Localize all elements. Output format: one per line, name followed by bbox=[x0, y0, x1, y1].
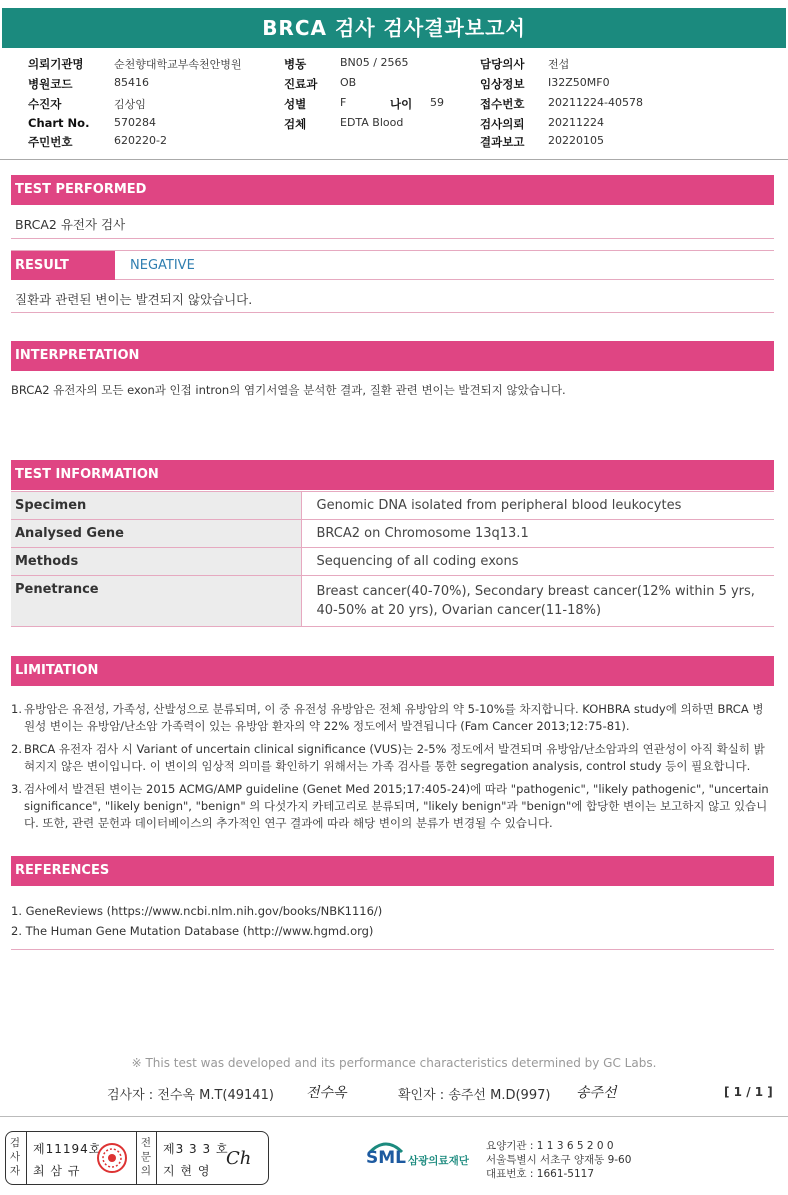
report-title: BRCA 검사 검사결과보고서 bbox=[2, 8, 786, 48]
confirmer-signature: 송주선 bbox=[576, 1085, 617, 1101]
header-value: 전섭 bbox=[548, 58, 570, 71]
interpretation-heading: INTERPRETATION bbox=[11, 341, 774, 371]
info-key: Methods bbox=[11, 548, 301, 576]
specialist-signature: Ch bbox=[226, 1148, 252, 1169]
header-label: 접수번호 bbox=[480, 97, 525, 111]
header-label: 담당의사 bbox=[480, 57, 525, 71]
header-divider bbox=[0, 159, 788, 160]
section-divider bbox=[11, 949, 774, 950]
list-number: 3. bbox=[11, 782, 22, 796]
references-list bbox=[11, 901, 771, 941]
list-number: 2. bbox=[11, 742, 22, 756]
list-item bbox=[11, 781, 771, 832]
tester-vertical-label: 검사자 bbox=[9, 1137, 21, 1177]
header-label: 검사의뢰 bbox=[480, 117, 525, 131]
list-item bbox=[11, 701, 771, 735]
result-row bbox=[11, 250, 774, 280]
header-value: 20211224 bbox=[548, 116, 604, 129]
institution-phone: 대표번호 : 1661-5117 bbox=[486, 1168, 595, 1180]
table-row bbox=[11, 492, 774, 520]
header-value: BN05 / 2565 bbox=[340, 56, 409, 69]
header-value: F bbox=[340, 96, 347, 109]
header-value: 김상임 bbox=[114, 98, 146, 111]
footnote: ※ This test was developed and its performance characteristics determined by GC Labs. bbox=[131, 1056, 657, 1070]
result-value: NEGATIVE bbox=[130, 258, 195, 273]
tester-text: 검사자 : 전수옥 M.T(49141) bbox=[107, 1088, 274, 1103]
header-value: OB bbox=[340, 76, 357, 89]
header-value: 20220105 bbox=[548, 134, 604, 147]
header-label: 주민번호 bbox=[28, 135, 73, 149]
reference-item: 2. The Human Gene Mutation Database (http://www.hgmd.org) bbox=[11, 924, 374, 938]
certification-box bbox=[5, 1131, 269, 1185]
header-value: I32Z50MF0 bbox=[548, 76, 610, 89]
reference-item: 1. GeneReviews (https://www.ncbi.nlm.nih.gov/books/NBK1116/) bbox=[11, 904, 383, 918]
list-text: BRCA 유전자 검사 시 Variant of uncertain clinical significance (VUS)는 2-5% 정도에서 발견되며 유방암/난소암과의 연관성이 아직 확실히 밝혀지지 않은 변이입니다. 이 변이의 임상적 의미를 확인하기 위해서는 가족 검사를 통한 segregation analysis, control study 등이 필요합니다. bbox=[24, 742, 765, 773]
section-divider bbox=[11, 238, 774, 239]
institution-logo bbox=[364, 1138, 484, 1178]
header-label: 임상정보 bbox=[480, 77, 525, 91]
section-divider bbox=[11, 312, 774, 313]
header-value: EDTA Blood bbox=[340, 116, 404, 129]
table-row bbox=[11, 548, 774, 576]
header-label: 수진자 bbox=[28, 97, 62, 111]
confirmer-text: 확인자 : 송주선 M.D(997) bbox=[398, 1088, 551, 1103]
tester-license-number: 제11194호 bbox=[33, 1142, 102, 1156]
box-separator bbox=[156, 1132, 157, 1184]
box-separator bbox=[26, 1132, 27, 1184]
table-row bbox=[11, 520, 774, 548]
test-information-table bbox=[11, 491, 774, 627]
result-description: 질환과 관련된 변이는 발견되지 않았습니다. bbox=[15, 292, 253, 307]
logo-text: SML bbox=[366, 1148, 406, 1168]
institution-name: 삼광의료재단 bbox=[408, 1155, 469, 1167]
info-value: Breast cancer(40-70%), Secondary breast cancer(12% within 5 yrs, 40-50% at 20 yrs), Ovarian cancer(11-18%) bbox=[301, 576, 774, 627]
institution-code: 요양기관 : 1 1 3 6 5 2 0 0 bbox=[486, 1140, 614, 1152]
header-label: 병원코드 bbox=[28, 77, 73, 91]
test-performed-heading: TEST PERFORMED bbox=[11, 175, 774, 205]
references-heading: REFERENCES bbox=[11, 856, 774, 886]
header-label: Chart No. bbox=[28, 116, 90, 130]
bottom-divider bbox=[0, 1116, 788, 1117]
tester-name: 최 삼 규 bbox=[33, 1164, 81, 1178]
institution-info bbox=[486, 1139, 631, 1181]
info-key: Penetrance bbox=[11, 576, 301, 627]
institution-address: 서울특별시 서초구 양재동 9-60 bbox=[486, 1154, 632, 1166]
page-indicator: [ 1 / 1 ] bbox=[724, 1085, 773, 1099]
tester-signature: 전수옥 bbox=[306, 1085, 347, 1101]
list-text: 유방암은 유전성, 가족성, 산발성으로 분류되며, 이 중 유전성 유방암은 전체 유방암의 약 5-10%를 차지합니다. KOHBRA study에 의하면 BRCA 병원성 변이는 유방암/난소암 가족력이 있는 유방암 환자의 약 22% 정도에서 발견됩니다 (Fam Cancer 2013;12:75-81). bbox=[24, 702, 764, 733]
age-label: 나이 bbox=[390, 97, 413, 111]
limitation-heading: LIMITATION bbox=[11, 656, 774, 686]
patient-header bbox=[0, 54, 788, 154]
test-performed-value: BRCA2 유전자 검사 bbox=[15, 217, 126, 232]
specialist-name: 지 현 영 bbox=[163, 1164, 211, 1178]
header-label: 결과보고 bbox=[480, 135, 525, 149]
result-label: RESULT bbox=[11, 251, 115, 280]
list-text: 검사에서 발견된 변이는 2015 ACMG/AMP guideline (Genet Med 2015;17:405-24)에 따라 "pathogenic", "likely pathogenic", "uncertain significance", "likely benign", "benign" 의 다섯가지 카테고리로 분류되며, "likely benign"과 "benign"에 합당한 변이는 보고하지 않고 있습니다. 또한, 관련 문헌과 데이터베이스의 추가적인 연구 결과에 따라 해당 변이의 분류가 변경될 수 있습니다. bbox=[24, 782, 769, 830]
list-number: 1. bbox=[11, 702, 22, 716]
limitation-list bbox=[11, 701, 771, 838]
list-item bbox=[11, 741, 771, 775]
header-value: 85416 bbox=[114, 76, 149, 89]
info-value: Sequencing of all coding exons bbox=[301, 548, 774, 576]
header-value: 620220-2 bbox=[114, 134, 167, 147]
age-value: 59 bbox=[430, 96, 444, 109]
table-row bbox=[11, 576, 774, 627]
header-label: 병동 bbox=[284, 57, 307, 71]
header-label: 성별 bbox=[284, 97, 307, 111]
header-value: 20211224-40578 bbox=[548, 96, 643, 109]
specialist-license-number: 제3 3 3 호 bbox=[163, 1142, 229, 1156]
signature-row bbox=[0, 1082, 788, 1104]
info-key: Specimen bbox=[11, 492, 301, 520]
info-value: BRCA2 on Chromosome 13q13.1 bbox=[301, 520, 774, 548]
header-value: 570284 bbox=[114, 116, 156, 129]
seal-icon bbox=[96, 1142, 128, 1174]
header-value: 순천향대학교부속천안병원 bbox=[114, 58, 242, 71]
header-label: 진료과 bbox=[284, 77, 318, 91]
info-key: Analysed Gene bbox=[11, 520, 301, 548]
specialist-vertical-label: 전문의 bbox=[140, 1137, 152, 1177]
test-information-heading: TEST INFORMATION bbox=[11, 460, 774, 490]
header-label: 의뢰기관명 bbox=[28, 57, 84, 71]
info-value: Genomic DNA isolated from peripheral blood leukocytes bbox=[301, 492, 774, 520]
header-label: 검체 bbox=[284, 117, 307, 131]
interpretation-text: BRCA2 유전자의 모든 exon과 인접 intron의 염기서열을 분석한 결과, 질환 관련 변이는 발견되지 않았습니다. bbox=[11, 383, 566, 397]
box-separator bbox=[136, 1132, 137, 1184]
